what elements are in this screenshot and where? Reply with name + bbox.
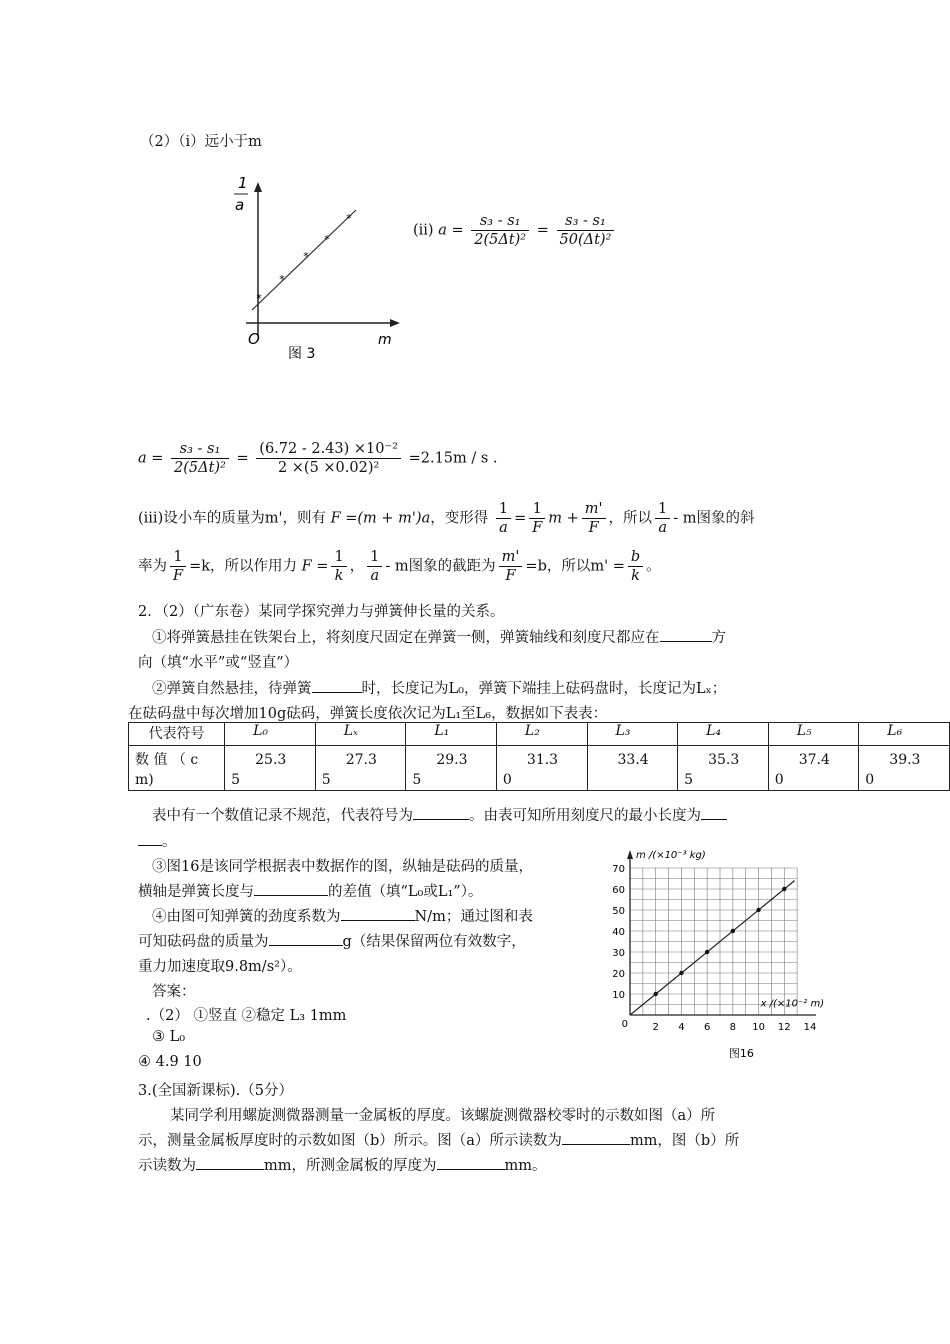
x-tick-label: 6: [703, 1022, 711, 1033]
table-cell-text: 5: [321, 772, 331, 788]
fig3-ylabel-den: a: [235, 196, 245, 214]
table-header-row: [129, 723, 950, 746]
formula-a-num1: s₃ - s₁: [171, 440, 229, 459]
table-cell: [496, 746, 587, 791]
q3-line1: 某同学利用螺旋测微器测量一金属板的厚度。该螺旋测微器校零时的示数如图（a）所: [170, 1108, 716, 1124]
formula-a-den1: 2(5Δt)²: [174, 460, 226, 476]
fig3-point: *: [279, 273, 285, 286]
x-tick-label: 4: [678, 1022, 685, 1033]
part-iii-text: =b，所以m' =: [525, 558, 625, 575]
x-tick-label: 14: [803, 1022, 817, 1033]
fig3-point: *: [346, 212, 352, 225]
table-cell-text: 27.3: [345, 752, 377, 768]
blank-field[interactable]: [138, 831, 162, 846]
table-cell-text: 37.4: [798, 752, 830, 768]
q3-text: 示，测量金属板厚度时的示数如图（b）所示。图（a）所示读数为: [138, 1133, 562, 1149]
q2-after-table-text: 。: [162, 834, 177, 850]
q2-step4: [152, 905, 533, 926]
formula-a-den2: 2 ×(5 ×0.02)²: [277, 460, 380, 476]
answer-line-2: ③ L₀: [152, 1029, 186, 1045]
table-cell-text: 5: [231, 772, 241, 788]
part-iii-text: 。: [646, 558, 661, 575]
q2-step4-text: ④由图可知弹簧的劲度系数为: [152, 909, 341, 925]
q2-step1-text: ①将弹簧悬挂在铁架台上，将刻度尺固定在弹簧一侧，弹簧轴线和刻度尺都应在: [152, 630, 660, 646]
y-tick-label: 50: [612, 906, 625, 917]
table-cell-text: 0: [774, 772, 784, 788]
table-cell: [859, 746, 950, 791]
formula-ii-num2: s₃ - s₁: [557, 212, 615, 231]
y-tick-label: 40: [612, 927, 625, 938]
data-point: [731, 929, 735, 933]
q2-step1: [152, 626, 726, 647]
q3-text: mm。: [504, 1158, 547, 1174]
table-header-cell: L₄: [678, 723, 769, 746]
table-cell-text: 数 值 （ c: [135, 752, 199, 768]
table-cell-text: m): [135, 772, 154, 788]
part-iii-text: ，: [349, 558, 365, 575]
formula-ii: (ii) a = $\frac{\text{s₃ - s₁}}{\text{2(5Δt)²}}$ = $\frac{\text{s₃ - s₁}}{\text{50(Δt)²}}$: [413, 212, 617, 249]
x-axis-label: x /(×10⁻² m): [760, 998, 825, 1010]
q2-step3-text: 的差值（填“L₀或L₁”）。: [328, 884, 483, 900]
table-cell-text: 5: [684, 772, 694, 788]
q2-step4-text: 可知砝码盘的质量为: [138, 934, 269, 950]
q3-line2: [138, 1129, 739, 1150]
table-cell: [225, 746, 316, 791]
y-tick-label: 20: [612, 969, 625, 980]
blank-field[interactable]: [196, 1155, 264, 1170]
part-iii-line2: 率为 $\frac{1}{F}$ =k，所以作用力 F = $\frac{1}{k}$ ， $\frac{1}{a}$ - m图象的截距为 $\frac{m'}{F}$ =b，所以m' = $\frac{b}{k}$ 。: [138, 549, 661, 584]
q2-after-table-text: 。由表可知所用刻度尺的最小长度为: [469, 808, 701, 824]
blank-field[interactable]: [660, 627, 712, 642]
table-cell-text: 0: [502, 772, 512, 788]
answer-line-3: ④ 4.9 10: [138, 1054, 202, 1070]
formula-a: a = $\frac{\text{s₃ - s₁}}{\text{2(5Δt)²}}$ = $\frac{\text{(6.72 - 2.43) ×10⁻²}}{\text{2 ×(5 ×0.02)²}}$ =2.15m / s .: [138, 441, 498, 476]
q3-line3: [138, 1154, 547, 1175]
spring-data-table: [128, 722, 950, 791]
y-axis-label: m /(×10⁻³ kg): [636, 850, 706, 861]
origin-label: 0: [621, 1019, 628, 1030]
q2-title: 2．（2）（广东卷）某同学探究弹力与弹簧伸长量的关系。: [138, 604, 505, 620]
table-row: [129, 746, 950, 791]
fig3-origin: O: [248, 330, 260, 348]
part-iii-text: (iii)设小车的质量为m'，则有: [138, 510, 326, 527]
table-cell: [768, 746, 859, 791]
data-point: [705, 950, 709, 954]
x-tick-label: 8: [729, 1022, 737, 1033]
q2-step4-text: g（结果保留两位有效数字，: [342, 934, 526, 950]
data-point: [756, 908, 760, 912]
formula-ii-num1: s₃ - s₁: [471, 212, 529, 231]
fig3-graph: [222, 170, 412, 370]
part2-heading: （2）（i）远小于m: [140, 134, 262, 150]
data-point: [782, 887, 786, 891]
fig3-xlabel: m: [378, 332, 392, 348]
y-tick-label: 60: [612, 885, 625, 896]
data-point: [679, 971, 683, 975]
q2-step3: ③图16是该同学根据表中数据作的图，纵轴是砝码的质量，: [152, 859, 533, 875]
formula-a-lhs: a: [138, 450, 147, 467]
y-tick-label: 10: [612, 990, 625, 1001]
blank-field[interactable]: [254, 881, 328, 896]
formula-ii-lhs: a: [438, 222, 447, 239]
x-tick-label: 12: [777, 1022, 791, 1033]
table-cell: [129, 746, 225, 791]
part-iii-text: 率为: [138, 558, 167, 575]
table-header-cell: L₀: [225, 723, 316, 746]
formula-ii-prefix: (ii): [413, 222, 434, 239]
q2-step2: [152, 677, 726, 698]
table-cell-text: 5: [412, 772, 422, 788]
fig16-chart: [600, 838, 890, 1070]
blank-field[interactable]: [312, 678, 362, 693]
y-tick-label: 70: [612, 864, 625, 875]
q3-text: 示读数为: [138, 1158, 196, 1174]
table-cell-text: 33.4: [617, 752, 649, 768]
q2-step1-cont: 向（填“水平”或“竖直”）: [138, 655, 299, 671]
fig3-y-arrow: [254, 182, 262, 192]
q2-step4-cont2: 重力加速度取9.8m/s²）。: [138, 959, 302, 975]
q2-after-table-text: 表中有一个数值记录不规范，代表符号为: [152, 808, 413, 824]
formula-ii-den2: 50(Δt)²: [559, 232, 612, 248]
part-iii-text: ，所以: [608, 510, 653, 527]
blank-field[interactable]: [437, 1155, 505, 1170]
q2-step4-cont: [138, 930, 526, 951]
q2-step3-cont: [138, 880, 482, 901]
chart-caption: 图16: [728, 1047, 754, 1060]
answer-line-1: .（2） ①竖直 ②稳定 L₃ 1mm: [146, 1008, 347, 1024]
fig3-ylabel-num: 1: [238, 174, 248, 192]
q2-step4-text: N/m；通过图和表: [414, 909, 533, 925]
x-tick-label: 10: [752, 1022, 765, 1033]
part-iii-text: =k，所以作用力: [189, 558, 297, 575]
table-header-cell: L₅: [768, 723, 859, 746]
table-cell-text: 31.3: [526, 752, 559, 768]
table-cell: [315, 746, 406, 791]
table-header-cell: L₃: [587, 723, 678, 746]
table-cell-text: 0: [865, 772, 875, 788]
q2-after-table: [152, 804, 727, 825]
table-cell-text: 25.3: [255, 752, 287, 768]
q2-step2-text: ②弹簧自然悬挂，待弹簧: [152, 681, 312, 697]
answer-label: 答案：: [152, 984, 196, 1000]
part-iii-equation: F =(m + m')a: [330, 510, 431, 527]
formula-ii-den1: 2(5Δt)²: [474, 232, 527, 248]
blank-field[interactable]: [701, 805, 727, 820]
table-header-cell: Lₓ: [315, 723, 406, 746]
blank-field[interactable]: [341, 906, 415, 921]
part-iii-line1: (iii)设小车的质量为m'，则有 F =(m + m')a，变形得 $\frac{1}{a}$ = $\frac{1}{F}$ m + $\frac{m'}{F}$ ，所以 $\frac{1}{a}$ - m图象的斜: [138, 501, 755, 536]
table-cell: [406, 746, 497, 791]
fig3-x-arrow: [390, 319, 400, 327]
table-cell-text: 39.3: [889, 752, 921, 768]
table-header-cell: L₆: [859, 723, 950, 746]
q2-after-table-cont: [138, 830, 177, 851]
table-header-cell: L₂: [496, 723, 587, 746]
formula-a-result: =2.15m / s .: [408, 450, 498, 467]
q3-text: mm，图（b）所: [629, 1133, 740, 1149]
fig3-point: *: [303, 250, 309, 263]
table-cell: [587, 746, 678, 791]
q3-title: 3.(全国新课标).（5分）: [138, 1083, 293, 1099]
part-iii-text: - m图象的截距为: [385, 558, 496, 575]
blank-field[interactable]: [562, 1130, 630, 1145]
q2-step2-text: 时，长度记为L₀，弹簧下端挂上砝码盘时，长度记为Lₓ；: [361, 681, 727, 697]
part-iii-text: - m图象的斜: [673, 510, 755, 527]
q2-step3-text: 横轴是弹簧长度与: [138, 884, 254, 900]
fig3-point: *: [324, 233, 330, 246]
table-header-cell: 代表符号: [129, 723, 225, 746]
q2-step1-text: 方: [711, 630, 726, 646]
fig3-point: *: [256, 292, 262, 305]
y-tick-label: 30: [612, 948, 625, 959]
y-axis-arrow: [627, 850, 633, 859]
q2-step2-cont: 在砝码盘中每次增加10g砝码，弹簧长度依次记为L₁至L₆，数据如下表表：: [128, 706, 608, 722]
q3-text: mm，所测金属板的厚度为: [264, 1158, 437, 1174]
table-header-cell: L₁: [406, 723, 497, 746]
part-iii-text: F =: [301, 558, 329, 575]
formula-a-num2: (6.72 - 2.43) ×10⁻²: [256, 440, 401, 459]
blank-field[interactable]: [269, 931, 343, 946]
table-cell-text: 35.3: [708, 752, 740, 768]
x-tick-label: 2: [652, 1022, 659, 1033]
blank-field[interactable]: [413, 805, 469, 820]
table-cell: [678, 746, 769, 791]
table-cell-text: 29.3: [436, 752, 468, 768]
part-iii-text: ，变形得: [430, 510, 489, 527]
data-point: [654, 992, 658, 996]
fig3-caption: 图 3: [288, 346, 316, 362]
